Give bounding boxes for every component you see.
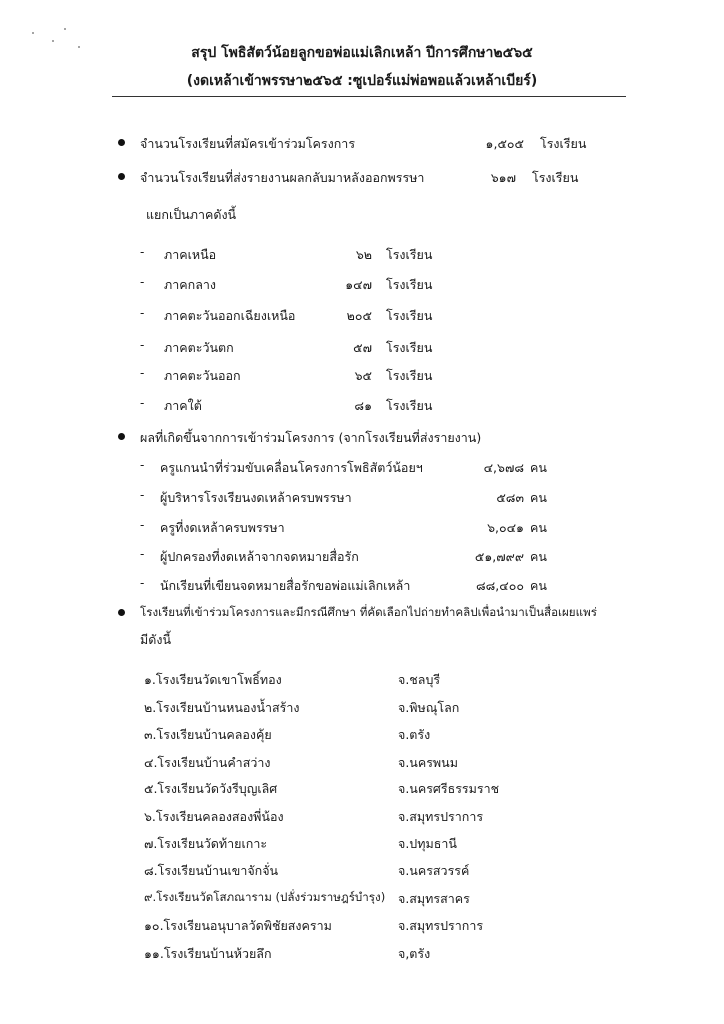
region-value: ๖๒ [355,247,372,262]
region-unit: โรงเรียน [386,308,433,323]
schools-heading: โรงเรียนที่เข้าร่วมโครงการและมีกรณีศึกษา ที่คัดเลือกไปถ่ายทำคลิปเพื่อนำมาเป็นสื่อเผยแพร่ [140,605,597,619]
dash-marker: - [140,458,145,472]
dash-marker: - [140,338,145,352]
summary-value-reported: ๖๑๗ [490,170,516,185]
dash-marker: - [140,518,145,532]
region-name: ภาคตะวันออกเฉียงเหนือ [164,308,296,323]
region-name: ภาคตะวันตก [164,340,234,355]
dash-marker: - [140,245,145,259]
dash-marker: - [140,306,145,320]
region-unit: โรงเรียน [386,340,433,355]
dash-marker: - [140,547,145,561]
dash-marker: - [140,396,145,410]
region-unit: โรงเรียน [386,277,433,292]
scan-speck [32,32,34,34]
dash-marker: - [140,576,145,590]
school-name: ๔.โรงเรียนบ้านคำสว่าง [144,755,271,770]
region-name: ภาคกลาง [164,277,216,292]
schools-heading-continued: มีดังนี้ [140,632,172,647]
school-name: ๖.โรงเรียนคลองสองพี่น้อง [144,809,284,824]
dash-marker: - [140,275,145,289]
school-name: ๕.โรงเรียนวัดวังรีบุญเลิศ [144,781,278,796]
dash-marker: - [140,366,145,380]
school-province: จ.พิษณุโลก [398,700,460,715]
dash-marker: - [140,488,145,502]
summary-value-applied: ๑,๕๐๕ [485,136,524,151]
school-province: จ,ตรัง [398,946,431,961]
result-label: ผู้บริหารโรงเรียนงดเหล้าครบพรรษา [160,490,352,505]
school-province: จ.นครสวรรค์ [398,863,470,878]
summary-unit-reported: โรงเรียน [532,170,579,185]
results-heading: ผลที่เกิดขึ้นจากการเข้าร่วมโครงการ (จากโรงเรียนที่ส่งรายงาน) [140,430,482,445]
result-value: ๕๑,๗๙๙ [474,549,524,564]
region-name: ภาคตะวันออก [164,368,241,383]
scan-speck [64,28,66,30]
result-unit: คน [530,549,547,564]
school-name: ๘.โรงเรียนบ้านเขาจักจั่น [144,863,279,878]
school-name: ๑.โรงเรียนวัดเขาโพธิ์ทอง [144,672,282,687]
bullet-icon [118,173,125,180]
region-value: ๕๗ [353,340,372,355]
school-province: จ.ชลบุรี [398,672,441,687]
document-title: สรุป โพธิสัตว์น้อยลูกขอพ่อแม่เลิกเหล้า ปีการศึกษา๒๕๖๕ [191,45,533,61]
result-unit: คน [530,460,547,475]
school-province: จ.สมุทรปราการ [398,918,484,933]
school-name: ๒.โรงเรียนบ้านหนองน้ำสร้าง [144,700,300,715]
summary-label-reported: จำนวนโรงเรียนที่ส่งรายงานผลกลับมาหลังออกพรรษา [140,170,425,185]
region-value: ๘๑ [354,398,372,413]
bullet-icon [118,609,125,616]
region-value: ๖๕ [354,368,372,383]
region-value: ๒๐๕ [346,308,372,323]
school-province: จ.สมุทรปราการ [398,809,484,824]
bullet-icon [118,139,125,146]
result-label: ครูที่งดเหล้าครบพรรษา [160,520,285,535]
result-label: ผู้ปกครองที่งดเหล้าจากจดหมายสื่อรัก [160,549,359,564]
document-subtitle: (งดเหล้าเข้าพรรษา๒๕๖๕ :ซูเปอร์แม่พ่อพอแล้วเหล้าเบียร์) [186,73,538,89]
result-unit: คน [530,520,547,535]
school-name: ๑๑.โรงเรียนบ้านห้วยลึก [144,946,272,961]
region-unit: โรงเรียน [386,368,433,383]
result-value: ๖,๐๔๑ [487,520,524,535]
title-divider [112,96,626,97]
school-name: ๗.โรงเรียนวัดท้ายเกาะ [144,836,268,851]
summary-unit-applied: โรงเรียน [540,136,587,151]
school-name: ๙.โรงเรียนวัดโสภณาราม (ปลั่งร่วมราษฎร์บำรุง) [144,890,386,904]
region-name: ภาคเหนือ [164,247,217,262]
school-province: จ.นครพนม [398,755,458,770]
region-unit: โรงเรียน [386,398,433,413]
bullet-icon [118,433,125,440]
school-province: จ.ตรัง [398,727,431,742]
school-province: จ.นครศรีธรรมราช [398,781,500,796]
result-value: ๔,๖๗๘ [483,460,524,475]
result-label: ครูแกนนำที่ร่วมขับเคลื่อนโครงการโพธิสัตว์น้อยฯ [160,460,423,475]
school-province: จ.ปทุมธานี [398,836,457,851]
summary-label-applied: จำนวนโรงเรียนที่สมัครเข้าร่วมโครงการ [140,136,356,151]
result-label: นักเรียนที่เขียนจดหมายสื่อรักขอพ่อแม่เลิกเหล้า [160,578,411,593]
result-value: ๕๘๓ [496,490,524,505]
result-unit: คน [530,578,547,593]
region-value: ๑๔๗ [345,277,372,292]
region-name: ภาคใต้ [164,398,202,413]
result-unit: คน [530,490,547,505]
region-unit: โรงเรียน [386,247,433,262]
school-name: ๓.โรงเรียนบ้านคลองคุ้ย [144,727,272,742]
school-name: ๑๐.โรงเรียนอนุบาลวัดพิชัยสงคราม [144,918,332,933]
result-value: ๘๘,๔๐๐ [476,578,524,593]
region-intro: แยกเป็นภาคดังนี้ [146,207,237,222]
school-province: จ.สมุทรสาคร [398,891,470,906]
